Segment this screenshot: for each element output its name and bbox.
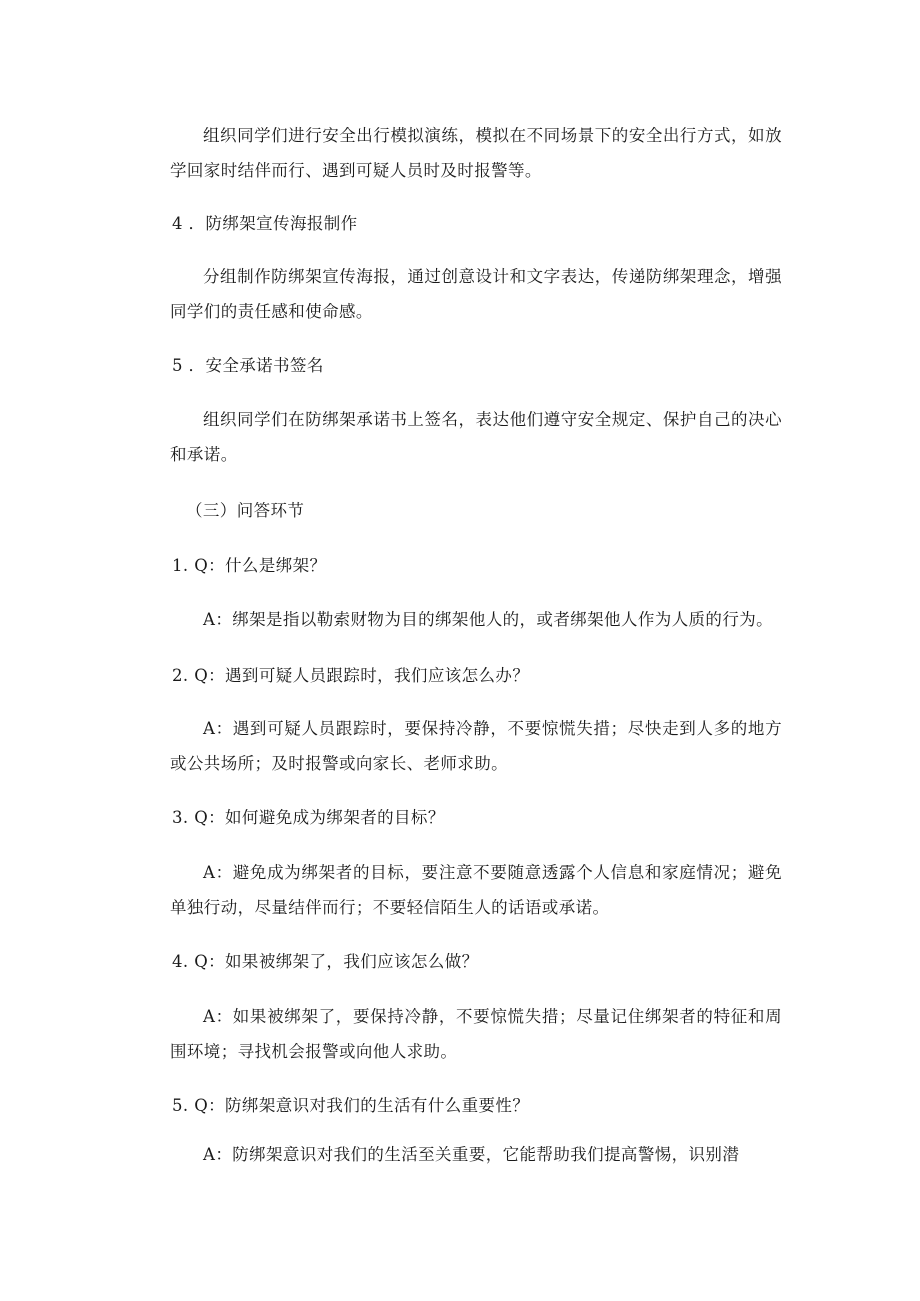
- paragraph-safety-drill: 组织同学们进行安全出行模拟演练，模拟在不同场景下的安全出行方式，如放学回家时结伴而行、遇到可疑人员时及时报警等。: [170, 126, 782, 180]
- answer-3: A：避免成为绑架者的目标，要注意不要随意透露个人信息和家庭情况；避免单独行动，尽量结伴而行；不要轻信陌生人的话语或承诺。: [170, 863, 782, 917]
- answer-4: A：如果被绑架了，要保持冷静，不要惊慌失措；尽量记住绑架者的特征和周围环境；寻找机会报警或向他人求助。: [170, 1007, 782, 1061]
- question-1: 1. Q：什么是绑架？: [172, 556, 327, 575]
- answer-5: A：防绑架意识对我们的生活至关重要，它能帮助我们提高警惕，识别潜: [203, 1145, 740, 1164]
- question-2: 2. Q：遇到可疑人员跟踪时，我们应该怎么办？: [172, 666, 530, 685]
- heading-poster-making: 4 ．防绑架宣传海报制作: [172, 214, 358, 233]
- paragraph-pledge-signing: 组织同学们在防绑架承诺书上签名，表达他们遵守安全规定、保护自己的决心和承诺。: [170, 410, 782, 464]
- answer-2: A：遇到可疑人员跟踪时，要保持冷静，不要惊慌失措；尽快走到人多的地方或公共场所；及时报警或向家长、老师求助。: [170, 719, 782, 773]
- question-5: 5. Q：防绑架意识对我们的生活有什么重要性？: [172, 1096, 530, 1115]
- paragraph-poster-making: 分组制作防绑架宣传海报，通过创意设计和文字表达，传递防绑架理念，增强同学们的责任感和使命感。: [170, 267, 782, 321]
- question-3: 3. Q：如何避免成为绑架者的目标？: [172, 808, 445, 827]
- answer-1: A：绑架是指以勒索财物为目的绑架他人的，或者绑架他人作为人质的行为。: [203, 610, 774, 629]
- question-4: 4. Q：如果被绑架了，我们应该怎么做？: [172, 952, 479, 971]
- section-heading-qa: （三）问答环节: [186, 501, 305, 520]
- heading-pledge-signing: 5 ．安全承诺书签名: [172, 356, 324, 375]
